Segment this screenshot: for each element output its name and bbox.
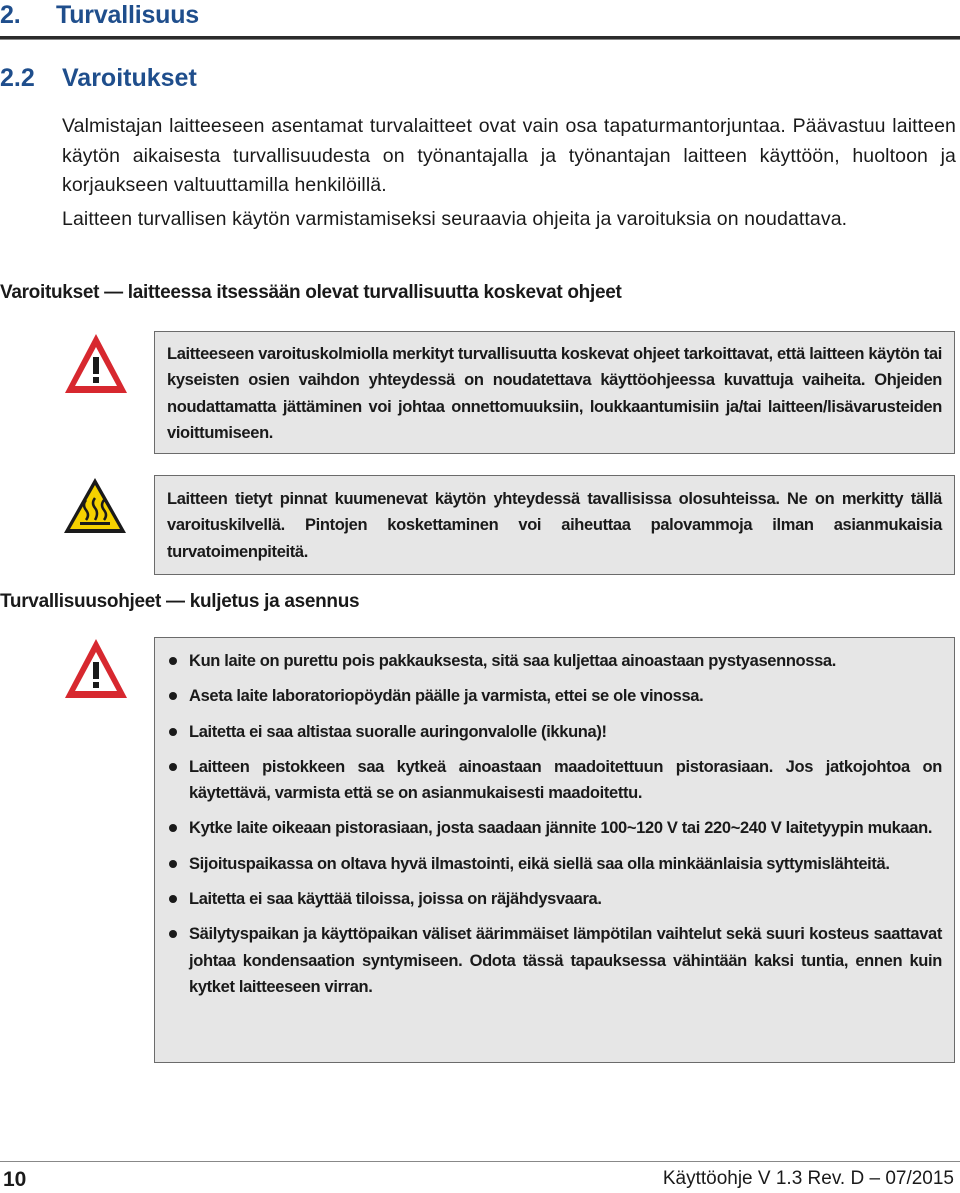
intro-paragraph-1: Valmistajan laitteeseen asentamat turvalaitteet ovat vain osa tapaturmantorjuntaa. Päävastuu laitteen käytön aikaisesta turvallisuudesta on työnantajalla ja työnantajan laitteen käyttöön, huoltoon ja korjaukseen valtuuttamilla henkilöillä. [62, 115, 956, 196]
transport-list [167, 648, 942, 1000]
list-item: Laitteen pistokkeen saa kytkeä ainoastaan maadoitettuun pistorasiaan. Jos jatkojohtoa on käytettävä, varmista että se on asianmukaisesti maadoitettu. [167, 754, 942, 807]
bullet-icon [169, 860, 177, 868]
warning-triangle-icon [62, 636, 130, 702]
warning-box-hot-surface-text: Laitteen tietyt pinnat kuumenevat käytön yhteydessä tavallisissa olosuhteissa. Ne on merkitty tällä varoituskilvellä. Pintojen koskettaminen voi aiheuttaa palovammoja ilman asianmukaisia turvatoimenpiteitä. [167, 490, 942, 561]
list-item: Laitetta ei saa käyttää tiloissa, joissa on räjähdysvaara. [167, 886, 942, 912]
bullet-icon [169, 763, 177, 771]
warning-box-triangle [154, 331, 955, 454]
bullet-icon [169, 824, 177, 832]
section-number: 2.2 [0, 64, 35, 92]
intro-text [62, 112, 956, 234]
list-item: Aseta laite laboratoriopöydän päälle ja varmista, ettei se ole vinossa. [167, 683, 942, 709]
list-item: Sijoituspaikassa on oltava hyvä ilmastointi, eikä siellä saa olla minkäänlaisia syttymislähteitä. [167, 851, 942, 877]
bullet-icon [169, 728, 177, 736]
chapter-title [0, 0, 199, 30]
hot-surface-icon [62, 476, 128, 536]
list-item: Säilytyspaikan ja käyttöpaikan väliset äärimmäiset lämpötilan vaihtelut sekä suuri kosteus saattavat johtaa kondensaation syntymiseen. Odota tässä tapauksessa vähintään kaksi tuntia, ennen kuin kytket laitteeseen virran. [167, 921, 942, 1000]
footer-rule [0, 1161, 960, 1162]
transport-instructions-box [154, 637, 955, 1063]
chapter-title-text: Turvallisuus [56, 1, 200, 29]
warning-box-hot-surface [154, 475, 955, 575]
bullet-icon [169, 930, 177, 938]
intro-paragraph-2: Laitteen turvallisen käytön varmistamiseksi seuraavia ohjeita ja varoituksia on noudattava. [62, 207, 848, 230]
list-item: Laitetta ei saa altistaa suoralle auringonvalolle (ikkuna)! [167, 719, 942, 745]
transport-heading: Turvallisuusohjeet — kuljetus ja asennus [0, 591, 360, 612]
bullet-icon [169, 895, 177, 903]
list-item: Kytke laite oikeaan pistorasiaan, josta saadaan jännite 100~120 V tai 220~240 V laitetyypin mukaan. [167, 815, 942, 841]
warning-triangle-icon [62, 331, 130, 397]
document-id: Käyttöohje V 1.3 Rev. D – 07/2015 [662, 1168, 954, 1189]
bullet-icon [169, 692, 177, 700]
warnings-heading: Varoitukset — laitteessa itsessään olevat turvallisuutta koskevat ohjeet [0, 282, 622, 303]
list-item: Kun laite on purettu pois pakkauksesta, sitä saa kuljettaa ainoastaan pystyasennossa. [167, 648, 942, 674]
section-title [0, 63, 197, 93]
bullet-icon [169, 657, 177, 665]
section-title-text: Varoitukset [62, 64, 197, 92]
page-number: 10 [3, 1168, 27, 1191]
header-rule [0, 36, 960, 40]
warning-box-triangle-text: Laitteeseen varoituskolmiolla merkityt turvallisuutta koskevat ohjeet tarkoittavat, että laitteen käytön tai kyseisten osien vaihdon yhteydessä on noudatettava käyttöohjeessa kuvattuja vaiheita. Ohjeiden noudattamatta jättäminen voi johtaa onnettomuuksiin, loukkaantumisiin ja/tai laitteen/lisävarusteiden vioittumiseen. [167, 345, 942, 442]
chapter-number: 2. [0, 1, 21, 29]
